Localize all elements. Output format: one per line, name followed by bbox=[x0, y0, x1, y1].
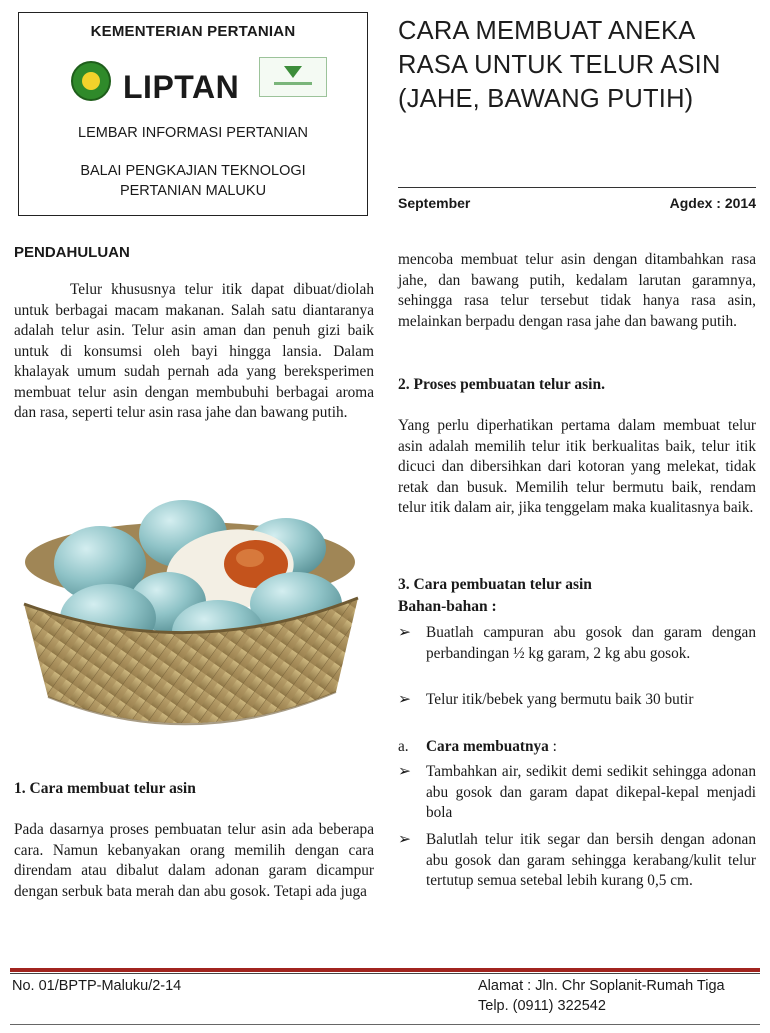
section3-heading: 3. Cara pembuatan telur asin bbox=[398, 576, 592, 593]
footer-divider bbox=[10, 968, 760, 972]
method-label-colon: : bbox=[548, 738, 557, 755]
method-label bbox=[398, 738, 756, 756]
continued-paragraph: mencoba membuat telur asin dengan ditambahkan rasa jahe, dan bawang putih, kedalam larutan garamnya, sehingga rasa telur tersebut tidak hanya rasa asin, melainkan berpadu dengan rasa jahe dan bawang putih. bbox=[398, 251, 756, 330]
ingredients-label: Bahan-bahan : bbox=[398, 598, 497, 615]
ingredient-item bbox=[398, 623, 756, 685]
header-box bbox=[18, 12, 368, 216]
method-label-text: Cara membuatnya bbox=[426, 738, 549, 755]
step-item bbox=[398, 830, 756, 914]
section1-heading: 1. Cara membuat telur asin bbox=[14, 780, 196, 797]
ingredient-text: Telur itik/bebek yang bermutu baik 30 butir bbox=[426, 691, 694, 708]
institution-name-line2: PERTANIAN MALUKU bbox=[119, 183, 267, 199]
ingredient-text: Buatlah campuran abu gosok dan garam dengan perbandingan ½ kg garam, 2 kg abu gosok. bbox=[426, 624, 756, 662]
document-title bbox=[398, 14, 758, 116]
arrow-bullet-icon: ➢ bbox=[398, 831, 411, 848]
brand-title: LIPTAN bbox=[123, 69, 240, 105]
header-subtitle: LEMBAR INFORMASI PERTANIAN bbox=[78, 125, 308, 141]
section2-heading: 2. Proses pembuatan telur asin. bbox=[398, 376, 605, 393]
arrow-bullet-icon: ➢ bbox=[398, 691, 411, 708]
ministry-name: KEMENTERIAN PERTANIAN bbox=[90, 23, 296, 40]
agdex-code: Agdex : 2014 bbox=[669, 195, 756, 211]
step-text: Balutlah telur itik segar dan bersih dengan adonan abu gosok dan garam sehingga kerabang/kulit telur tertutup semua setebal lebih kurang 0,5 cm. bbox=[426, 831, 756, 889]
section2-paragraph: Yang perlu diperhatikan pertama dalam membuat telur asin adalah memilih telur itik berkualitas baik, telur itik dicuci dan dibersihkan dari kotoran yang melekat, tidak retak dan busuk. Memilih telur bermutu baik, rendam telur itik dalam air, jika tenggelam maka kualitasnya baik. bbox=[398, 417, 756, 516]
institution-name-line1: BALAI PENGKAJIAN TEKNOLOGI bbox=[80, 163, 306, 179]
footer-phone: Telp. (0911) 322542 bbox=[478, 998, 606, 1014]
title-line: (JAHE, BAWANG PUTIH) bbox=[398, 85, 694, 113]
footer-bottom-divider bbox=[10, 1024, 760, 1025]
bptp-logo-icon bbox=[259, 57, 327, 97]
document-number: No. 01/BPTP-Maluku/2-14 bbox=[12, 978, 182, 994]
intro-heading: PENDAHULUAN bbox=[14, 244, 130, 261]
step-item bbox=[398, 762, 756, 824]
ingredient-item bbox=[398, 690, 756, 732]
method-marker: a. bbox=[398, 738, 409, 755]
title-line: CARA MEMBUAT ANEKA bbox=[398, 17, 696, 45]
title-line: RASA UNTUK TELUR ASIN bbox=[398, 51, 721, 79]
footer-address: Alamat : Jln. Chr Soplanit-Rumah Tiga bbox=[478, 978, 725, 994]
section1-paragraph: Pada dasarnya proses pembuatan telur asin ada beberapa cara. Namun kebanyakan orang memilih dengan cara direndam atau dibalut dalam adonan garam dicampur dengan serbuk bata merah dan abu gosok. Tetapi ada juga bbox=[14, 821, 374, 900]
arrow-bullet-icon: ➢ bbox=[398, 624, 411, 641]
footer-divider bbox=[10, 973, 760, 974]
publication-month: September bbox=[398, 195, 471, 211]
step-text: Tambahkan air, sedikit demi sedikit sehingga adonan abu gosok dan garam dapat dikepal-kepal menjadi bola bbox=[426, 763, 756, 821]
ministry-emblem-icon bbox=[71, 61, 111, 101]
intro-paragraph: Telur khususnya telur itik dapat dibuat/diolah untuk berbagai macam makanan. Salah satu diantaranya adalah telur asin. Telur asin aman dan penuh gizi baik untuk di konsumsi oleh bayi hingga lansia. Dalam khalayak umum sudah pernah ada yang bereksperimen membuat telur asin dengan membubuhi berbagai aroma dan rasa, seperti telur asin rasa jahe dan bawang putih. bbox=[14, 281, 374, 421]
title-divider bbox=[398, 187, 756, 188]
salted-eggs-basket-image bbox=[18, 492, 363, 737]
arrow-bullet-icon: ➢ bbox=[398, 763, 411, 780]
